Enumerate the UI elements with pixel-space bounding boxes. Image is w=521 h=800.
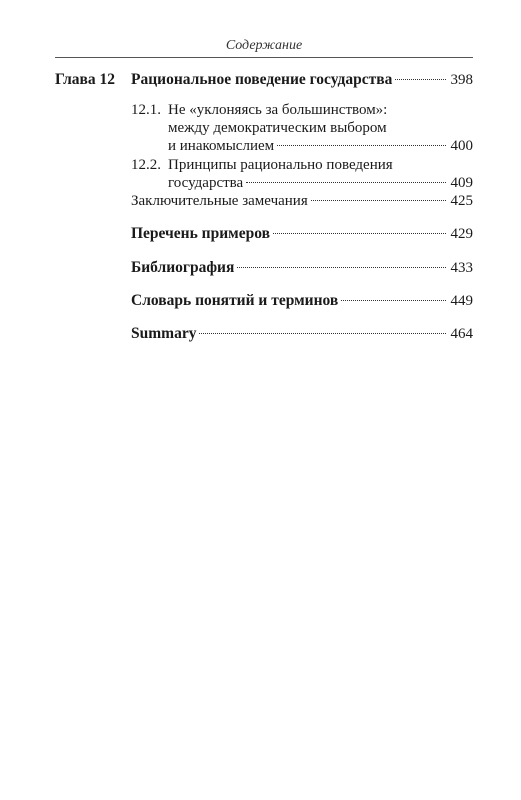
page-number: 425 [450,193,473,209]
entry-title: Перечень примеров [131,225,270,242]
section-title-line: и инакомыслием [168,138,275,154]
section-title-line[interactable]: Принципы рационально поведения [168,157,393,173]
page-number: 449 [450,293,473,309]
section-title-line[interactable]: между демократическим выбором [168,120,387,136]
running-header: Содержание [225,38,303,53]
toc-entry-summary[interactable] [131,324,473,344]
dot-leader [237,267,445,268]
entry-title: Библиография [131,259,235,276]
header-rule [55,57,473,58]
section-title-line: государства [168,175,244,191]
chapter-label: Глава 12 [55,71,116,88]
dot-leader [395,79,445,80]
chapter-title: Рациональное поведение государства [131,71,393,88]
page-number: 400 [450,138,473,154]
dot-leader [199,333,445,334]
page-number: 409 [450,175,473,191]
page-number: 429 [450,226,473,242]
dot-leader [273,233,446,234]
dot-leader [246,182,445,183]
section-number: 12.2. [131,157,161,173]
section-number: 12.1. [131,102,161,118]
closing-title: Заключительные замечания [131,193,308,209]
toc-entry-examples[interactable] [131,224,473,244]
toc-entry-bibliography[interactable] [131,258,473,278]
page-number: 464 [450,326,473,342]
dot-leader [277,145,445,146]
dot-leader [341,300,445,301]
page-number: 433 [450,260,473,276]
entry-title: Словарь понятий и терминов [131,292,339,309]
toc-entry-closing[interactable] [131,191,473,211]
toc-entry-section[interactable] [168,173,473,193]
page-number: 398 [450,72,473,88]
toc-entry-glossary[interactable] [131,291,473,311]
toc-entry-section[interactable] [168,136,473,156]
toc-entry-chapter[interactable] [131,70,473,90]
section-title-line[interactable]: Не «уклоняясь за большинством»: [168,102,388,118]
dot-leader [311,200,446,201]
entry-title: Summary [131,325,197,342]
